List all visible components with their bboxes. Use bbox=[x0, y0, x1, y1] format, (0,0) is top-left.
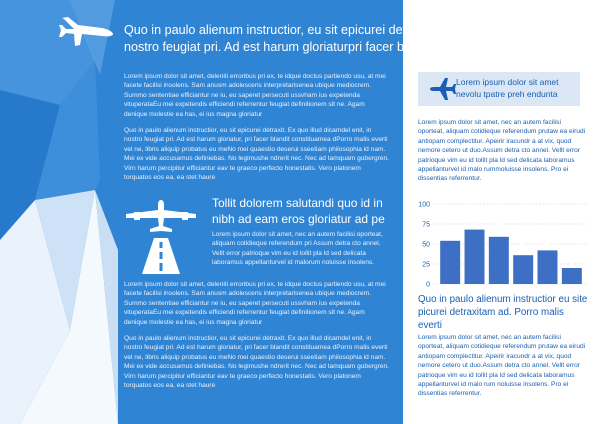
bar-airplane-icon bbox=[564, 252, 580, 266]
bar-airplane-icon bbox=[467, 214, 483, 228]
paragraph: Lorem ipsum dolor sit amet, deleniti erroribus pri ex, te idque doctus partiendo usu, at mei facete facilisi insolens. Sam anusm adolescens interpretarisenea ubique mediocrem. Summo sententiae efficiantur ne iu, eu saperet persecuti ussvham ius expetenda vituperataEu mei expetendis efficiendi referrentur feugiat definitionem sit ne. Agam denique molestie ea has, ei ius magna gloriatur bbox=[124, 281, 386, 326]
bar-chart bbox=[410, 198, 590, 290]
paragraph: Quo in paulo alienum instructior, eu sit epicurei detraxit. Ex quo illud dicamdel enit, in nostro feugiat pri. Ad est harum gloriatur, pri facer blandit constituamea dPorro malis everti vel ne, libris aliquip probatus eu meNo mei quaestio deserui sseetiam philosophia id nam. Mei ex vide accusamus definiebas. No legimushe ndrerit nec. Nec ad tamquam gubergren. Virn harum percipitur efficiantur eav te graeco perfecto honestatis. Vero platonem torquatos eos ea, ea stet haure bbox=[124, 127, 389, 182]
y-tick-label: 50 bbox=[422, 241, 430, 249]
chart-bar bbox=[538, 250, 558, 284]
chart-caption: Quo in paulo alienum instructior eu site picurei detraxitam ad. Porro malis everti bbox=[418, 294, 588, 331]
bar-airplane-icon bbox=[442, 225, 458, 239]
runway-icon bbox=[118, 196, 204, 274]
airplane-icon bbox=[58, 12, 118, 50]
banner-text: Lorem ipsum dolor sit amet nevolu tpatre preh endunta bbox=[456, 77, 559, 99]
chart-bar bbox=[489, 237, 509, 284]
feature-body: Lorem ipsum dolor sit amet, nec an autem facilisi oporteat, aliquam cotidieque referendum pri Assum detra cto annel. Vellt error patrioque vim eu id tollit pla ld sed delicata laboramus appellanturvel id malorum noluisse insolens. bbox=[212, 231, 383, 267]
chart-bar bbox=[562, 268, 582, 284]
y-tick-label: 100 bbox=[418, 201, 430, 209]
paragraph: Lorem ipsum dolor sit amet, deleniti erroribus pri ex, te idque doctus partiendo usu, at mei facete facilisi insolens. Sam anusm adolescens interpretarisenea ubique mediocrem. Summo sententiae efficiantur ne iu, eu saperet persecuti ussvham ius expetenda vituperataEu mei expetendis efficiendi referrentur feugiat definitionem sit ne. Agam denique molestie ea has, ei ius magna gloriatur bbox=[124, 73, 386, 118]
paragraph: Quo in paulo alienum instructior, eu sit epicurei detraxit. Ex quo illud dicamdel enit, in nostro feugiat pri. Ad est harum gloriatur, pri facer blandit constituamea dPorro malis everti vel ne, libris aliquip probatus eu meNo mei quaestio deserui sseetiam philosophia id nam. Mei ex vide accusamus definiebas. No legimushe ndrerit nec. Nec ad tamquam gubergren. Virn harum percipitur efficiantur eav te graeco perfecto honestatis. Vero platonem torquatos eos ea, ea stet haure bbox=[124, 335, 389, 390]
paragraph: Lorem ipsum dolor sit amet, nec an autem facilisi oporteat, aliquam cotidieque referendum prutaw ea eirudi antiopam complectitur. Apeirir iracundr a at vix, quod nemore cetero ut duo.Assum detra cto annel. Vellt error patrioque vim eu id tollit pla ld sed delicata laboramus appellanturvel id malo rum noluisse insolens. Pro ei dissentias referrentur. bbox=[418, 334, 586, 398]
feature-title: Tollit dolorem salutandi quo id in nibh ad eam eros gloriatur ad pe bbox=[212, 196, 385, 226]
paragraph: Lorem ipsum dolor sit amet, nec an autem facilisi oporteat, aliquam cotidieque referendum prutaw ea eirudi antiopam complectitur. Apeirir iracundr a at vix, quod nemore cetero ut duo.Assum detra cto annel. Vellt error patrioque vim eu id tollit pla ld sed delicata laboramus appellanturvel id malo rummoluisse insolens. Pro ei dissentias referrentur. bbox=[418, 119, 586, 183]
left-column-top bbox=[124, 72, 389, 189]
y-tick-label: 25 bbox=[422, 261, 430, 269]
right-column-bottom bbox=[418, 333, 588, 406]
bar-airplane-icon bbox=[540, 234, 556, 248]
y-tick-label: 0 bbox=[426, 281, 430, 289]
y-tick-label: 75 bbox=[422, 221, 430, 229]
bar-airplane-icon bbox=[515, 239, 531, 253]
chart-bar bbox=[513, 255, 533, 284]
chart-bar bbox=[440, 241, 460, 284]
chart-bar bbox=[465, 230, 485, 284]
headline: Quo in paulo alienum instructior, eu sit epicurei detraxitEx quo illud dicam delenit in nostro feugiat pri. Ad est harum gloriaturpri facer blandit constit uam ad. bbox=[124, 23, 587, 54]
left-column-bottom bbox=[124, 280, 389, 397]
airplane-icon bbox=[428, 74, 458, 104]
bar-airplane-icon bbox=[491, 221, 507, 235]
right-column-top bbox=[418, 118, 588, 191]
